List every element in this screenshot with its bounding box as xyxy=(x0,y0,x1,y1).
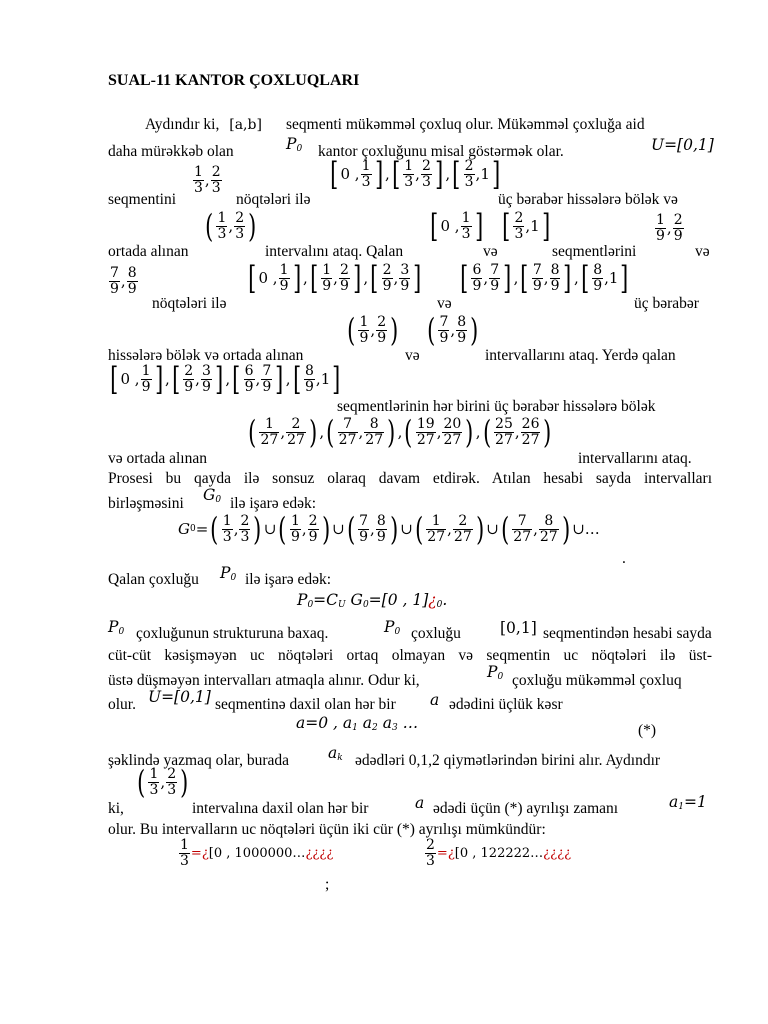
text-line xyxy=(145,117,268,133)
text-span: seqmentinə daxil olan hər bir xyxy=(215,696,396,713)
variable-a: a xyxy=(430,691,440,709)
expansion-one-third: $\frac{1}{3}$ =¿ [0 , 1000000… ¿¿¿¿ xyxy=(180,837,334,869)
text-span: seqmentlərini xyxy=(552,243,637,260)
p0-formula: $P_0=C_U$ $G_0=[0$ , $1]¿_0$. xyxy=(297,591,448,610)
text-span: nöqtələri ilə xyxy=(236,191,311,208)
text-span: və ortada alınan xyxy=(108,450,207,467)
text-span: və xyxy=(405,347,420,364)
text-span: və xyxy=(437,295,452,312)
math-intervals: ( $\frac{1}{27}$ , $\frac{2}{27}$ ) , ( $\frac{7}{27}$ , $\frac{8}{27}$ ) , ( $\frac{19}{27}$ , $\frac{20}{27}$ ) , ( $\frac{25}{27}$ , $\frac{26}{27}$ ) xyxy=(248,413,552,451)
math-segments: [ $\frac{6}{9}$ , $\frac{7}{9}$ ] , [ $\frac{7}{9}$ , $\frac{8}{9}$ ] , [ $\frac{8}{9}$ ,1 ] xyxy=(460,259,629,297)
text-span: hissələrə bölək və ortada alınan xyxy=(108,347,304,364)
expansion-two-thirds: $\frac{2}{3}$ =¿ [0 , 122222… ¿¿¿¿ xyxy=(426,837,572,869)
segment-01: [0,1] xyxy=(500,619,537,637)
text-span: ədədi üçün (*) ayrılışı zamanı xyxy=(433,800,619,817)
math-segments: [ 0 , $\frac{1}{9}$ ] , [ $\frac{1}{9}$ , $\frac{2}{9}$ ] , [ $\frac{2}{9}$ , $\frac{3}{9}$ ] xyxy=(248,259,422,297)
math-interval: ( $\frac{1}{3}$ , $\frac{2}{3}$ ) xyxy=(205,207,257,245)
segment-ab: [a,b] xyxy=(229,117,262,133)
math-segments: [ 0 , $\frac{1}{3}$ ] , [ $\frac{1}{3}$ , $\frac{2}{3}$ ] , [ $\frac{2}{3}$ ,1 ] xyxy=(330,155,501,193)
text-span: ilə işarə edək: xyxy=(230,495,317,512)
equation-label: (*) xyxy=(638,722,657,739)
math-segments: [ 0 , $\frac{1}{9}$ ] , [ $\frac{2}{9}$ , $\frac{3}{9}$ ] , [ $\frac{6}{9}$ , $\frac{7}{9}$ ] , [ $\frac{8}{9}$ ,1 ] xyxy=(110,360,341,398)
text-span: intervallarını ataq. xyxy=(578,450,692,467)
p0-symbol: $P_0$ xyxy=(384,618,401,637)
a1-equals-1: $a_1=1$ xyxy=(669,793,707,812)
p0-symbol: $P_0$ xyxy=(286,135,303,154)
math-segment: [ 0 , $\frac{1}{3}$ ] xyxy=(430,207,483,245)
text-span: ilə işarə edək: xyxy=(245,571,332,588)
variable-a: a xyxy=(415,794,425,812)
page-title: SUAL-11 KANTOR ÇOXLUQLARI xyxy=(108,72,360,89)
text-span: olur. xyxy=(108,696,136,713)
text-span: şəklində yazmaq olar, burada xyxy=(108,752,289,769)
math-fractions: $\frac{1}{3}$ , $\frac{2}{3}$ xyxy=(194,164,221,196)
text-span: kantor çoxluğunu misal göstərmək olar. xyxy=(318,143,564,160)
math-interval: ( $\frac{7}{9}$ , $\frac{8}{9}$ ) xyxy=(427,311,479,349)
math-fractions: $\frac{1}{9}$ , $\frac{2}{9}$ xyxy=(656,212,683,244)
semicolon: ; xyxy=(325,876,330,893)
text-line: seqmenti mükəmməl çoxluq olur. Mükəmməl çoxluğa aid xyxy=(286,116,645,133)
text-span: və xyxy=(695,243,710,260)
text-span: nöqtələri ilə xyxy=(152,295,227,312)
g0-union-formula: G 0 = ( $\frac{1}{3}$ , $\frac{2}{3}$ ) ∪ ( $\frac{1}{9}$ , $\frac{2}{9}$ ) ∪ ( $\frac{7}{9}$ , $\frac{8}{9}$ ) ∪ ( $\frac{1}{27}$ , $\frac{2}{27}$ ) ∪ ( $\frac{7}{27}$ , $\frac{8}{27}$ ) ∪… xyxy=(178,510,600,548)
math-symbol: G xyxy=(203,486,216,504)
ternary-expansion-formula: a=0 , $a_1$ $a_2$ $a_3$ … xyxy=(296,714,419,733)
text-span: seqmentlərinin hər birini üç bərabər hissələrə bölək xyxy=(337,398,656,415)
text-span: çoxluğu mükəmməl çoxluq xyxy=(512,672,682,689)
text-span: çoxluğu xyxy=(411,625,461,642)
text-span: intervallarını ataq. Yerdə qalan xyxy=(485,347,676,364)
text-span: Qalan çoxluğu xyxy=(108,571,199,588)
text-line: cüt-cüt kəsişməyən uc nöqtələri ortaq olmayan və seqmentin uc nöqtələri ilə üst- xyxy=(108,647,712,664)
text-span: Aydındır ki, xyxy=(145,116,220,133)
text-span: seqmentini xyxy=(108,191,177,208)
math-interval: ( $\frac{1}{9}$ , $\frac{2}{9}$ ) xyxy=(347,311,399,349)
p0-symbol: $P_0$ xyxy=(487,663,504,682)
math-interval: ( $\frac{1}{3}$ , $\frac{2}{3}$ ) xyxy=(137,763,189,801)
math-fractions: $\frac{7}{9}$ , $\frac{8}{9}$ xyxy=(110,265,137,297)
text-span: birləşməsini xyxy=(108,495,184,512)
text-span: ortada alınan xyxy=(108,243,189,260)
text-span: üç bərabər hissələrə bölək və xyxy=(498,191,678,208)
period: . xyxy=(622,550,626,567)
p0-symbol: $P_0$ xyxy=(220,564,237,583)
text-span: ədədləri 0,1,2 qiymətlərindən birini alır. Aydındır xyxy=(355,752,661,769)
text-span: üç bərabər xyxy=(634,295,699,312)
text-line: olur. Bu intervalların uc nöqtələri üçün iki cür (*) ayrılışı mümkündür: xyxy=(108,821,546,838)
text-span: ki, xyxy=(108,800,124,817)
g0-symbol: $G_0$ xyxy=(203,486,222,505)
text-span: seqmentindən hesabi sayda xyxy=(543,625,712,642)
text-span: çoxluğunun strukturuna baxaq. xyxy=(136,625,329,642)
text-span: intervalına daxil olan hər bir xyxy=(192,800,369,817)
text-span: üstə düşməyən intervalları atmaqla alınır. Odur ki, xyxy=(108,672,420,689)
text-span: intervalını ataq. Qalan xyxy=(265,243,404,260)
text-span: ədədini üçlük kəsr xyxy=(449,696,563,713)
text-span: daha mürəkkəb olan xyxy=(108,143,234,160)
p0-symbol: $P_0$ xyxy=(108,618,125,637)
math-segment: [ $\frac{2}{3}$ ,1 ] xyxy=(502,207,551,245)
ak-symbol: $a_k$ xyxy=(328,744,343,763)
math-symbol: P xyxy=(286,135,297,153)
text-line: Prosesi bu qayda ilə sonsuz olaraq davam etdirək. Atılan hesabi sayda intervalları xyxy=(108,470,712,487)
text-span: və xyxy=(483,243,498,260)
u-definition: U=[0,1] xyxy=(651,136,714,154)
u-definition: U=[0,1] xyxy=(148,688,211,706)
